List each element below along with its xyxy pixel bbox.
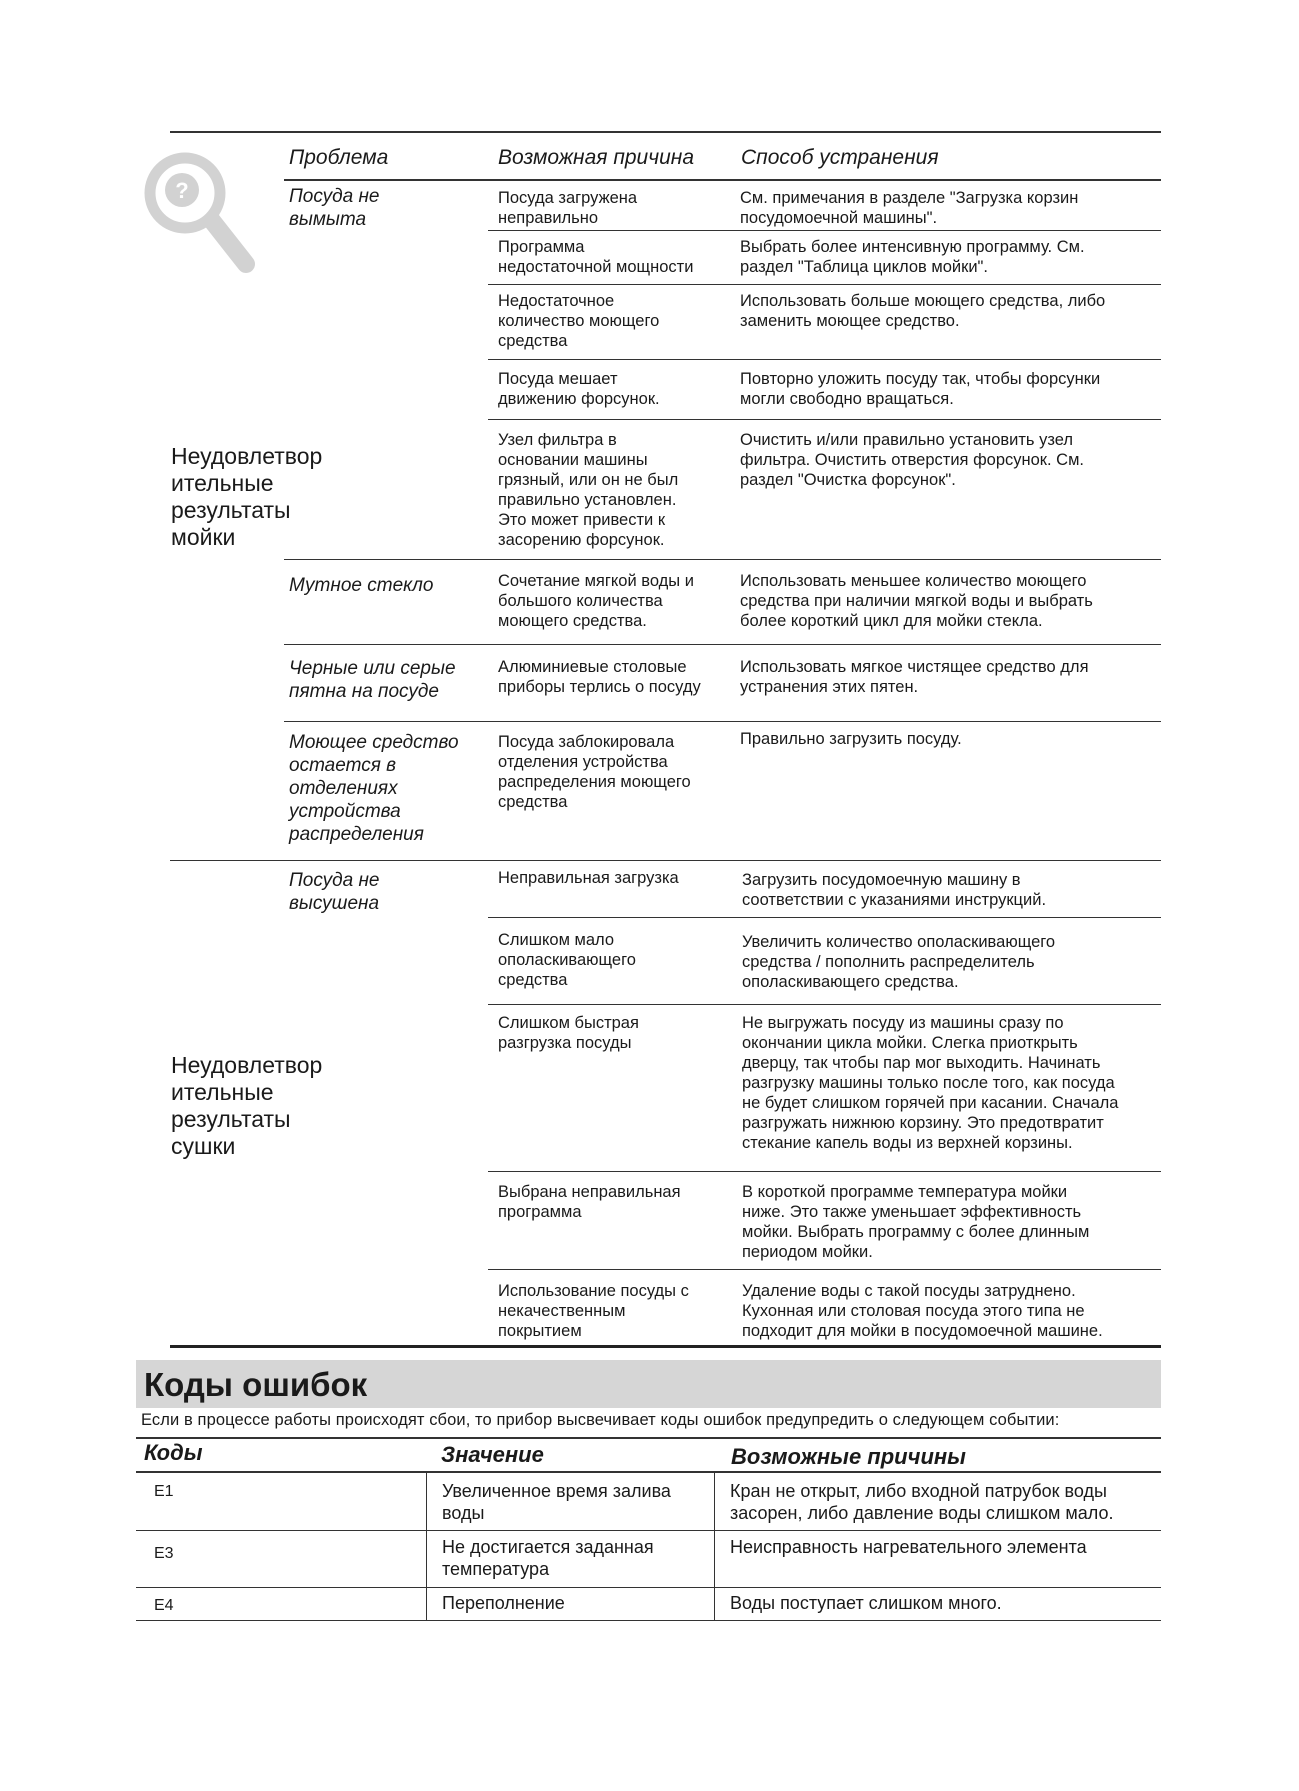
- group-divider: [170, 860, 1161, 861]
- cause-cell: Программа недостаточной мощности: [498, 238, 694, 276]
- codes-top-rule: [136, 1437, 1161, 1439]
- solution-cell: Очистить и/или правильно установить узел фильтра. Очистить отверстия форсунок. См. раздел "Очистка форсунок".: [740, 431, 1085, 489]
- meaning-cell: Увеличенное время залива воды: [442, 1481, 671, 1523]
- header-solution: Способ устранения: [741, 146, 939, 169]
- row-divider: [488, 1171, 1161, 1172]
- cause-cell: Посуда заблокировала отделения устройства распределения моющего средства: [498, 733, 691, 811]
- problem-not-dried: Посуда не высушена: [289, 870, 380, 914]
- group-title-washing: Неудовлетвор ительные результаты мойки: [171, 443, 323, 550]
- cause-cell: Сочетание мягкой воды и большого количества моющего средства.: [498, 572, 694, 630]
- codes-header-code: Коды: [144, 1440, 203, 1465]
- problem-black-spots: Черные или серые пятна на посуде: [289, 658, 456, 702]
- problem-detergent-remains: Моющее средство остается в отделениях устройства распределения: [289, 732, 459, 845]
- code-cell: E1: [154, 1483, 174, 1500]
- codes-bottom-rule: [136, 1620, 1161, 1621]
- top-rule: [170, 131, 1161, 133]
- row-divider: [488, 284, 1161, 285]
- solution-cell: Правильно загрузить посуду.: [740, 730, 962, 748]
- row-divider: [488, 230, 1161, 231]
- group-title-drying: Неудовлетвор ительные результаты сушки: [171, 1052, 323, 1159]
- codes-col-divider: [714, 1471, 715, 1620]
- svg-text:?: ?: [175, 178, 189, 203]
- row-divider: [488, 359, 1161, 360]
- error-codes-intro: Если в процессе работы происходят сбои, то прибор высвечивает коды ошибок предупредить о следующем событии:: [141, 1411, 1060, 1429]
- solution-cell: Увеличить количество ополаскивающего средства / пополнить распределитель ополаскивающего средства.: [742, 933, 1056, 991]
- header-rule: [284, 179, 1161, 181]
- problem-not-washed: Посуда не вымыта: [289, 186, 380, 230]
- row-divider: [284, 721, 1161, 722]
- error-codes-title: Коды ошибок: [144, 1366, 368, 1403]
- meaning-cell: Переполнение: [442, 1593, 565, 1613]
- codes-header-rule: [136, 1471, 1161, 1473]
- solution-cell: Загрузить посудомоечную машину в соответствии с указаниями инструкций.: [742, 871, 1047, 909]
- bottom-rule: [170, 1345, 1161, 1348]
- row-divider: [488, 917, 1161, 918]
- cause-cell: Слишком быстрая разгрузка посуды: [498, 1014, 639, 1052]
- solution-cell: Использовать мягкое чистящее средство для устранения этих пятен.: [740, 658, 1089, 696]
- solution-cell: См. примечания в разделе "Загрузка корзин посудомоечной машины".: [740, 189, 1079, 227]
- cause-cell: Выбрана неправильная программа: [498, 1183, 681, 1221]
- row-divider: [284, 644, 1161, 645]
- row-divider: [488, 1004, 1161, 1005]
- row-divider: [488, 1269, 1161, 1270]
- solution-cell: Использовать меньшее количество моющего средства при наличии мягкой воды и выбрать более короткий цикл для мойки стекла.: [740, 572, 1093, 630]
- cause-cell: Алюминиевые столовые приборы терлись о посуду: [498, 658, 701, 696]
- header-cause: Возможная причина: [498, 146, 695, 169]
- problem-cloudy-glass: Мутное стекло: [289, 575, 434, 596]
- cause-cell: Использование посуды с некачественным покрытием: [498, 1282, 689, 1340]
- cause-cell: Посуда загружена неправильно: [498, 189, 638, 227]
- solution-cell: Использовать больше моющего средства, либо заменить моющее средство.: [740, 292, 1106, 330]
- header-problem: Проблема: [289, 146, 389, 169]
- solution-cell: В короткой программе температура мойки ниже. Это также уменьшает эффективность мойки. Выбрать программу с более длинным периодом мойки.: [742, 1183, 1090, 1261]
- codes-header-meaning: Значение: [441, 1442, 544, 1467]
- codes-header-causes: Возможные причины: [731, 1444, 966, 1469]
- causes-cell: Неисправность нагревательного элемента: [730, 1537, 1087, 1557]
- solution-cell: Удаление воды с такой посуды затруднено. Кухонная или столовая посуда этого типа не подходит для мойки в посудомоечной машине.: [742, 1282, 1103, 1340]
- solution-cell: Выбрать более интенсивную программу. См. раздел "Таблица циклов мойки".: [740, 238, 1085, 276]
- row-divider: [284, 559, 1161, 560]
- cause-cell: Слишком мало ополаскивающего средства: [498, 931, 636, 989]
- cause-cell: Узел фильтра в основании машины грязный, или он не был правильно установлен. Это может привести к засорению форсунок.: [498, 431, 679, 549]
- code-cell: E4: [154, 1597, 174, 1614]
- code-cell: E3: [154, 1545, 174, 1562]
- row-divider: [488, 419, 1161, 420]
- solution-cell: Не выгружать посуду из машины сразу по окончании цикла мойки. Слегка приоткрыть дверцу, так чтобы пар мог выходить. Начинать разгрузку машины только после того, как посуда не будет слишком горячей при касании. Сначала разгружать нижнюю корзину. Это предотвратит стекание капель воды из верхней корзины.: [742, 1014, 1119, 1152]
- causes-cell: Воды поступает слишком много.: [730, 1593, 1002, 1613]
- codes-row-divider: [136, 1587, 1161, 1588]
- codes-row-divider: [136, 1530, 1161, 1531]
- meaning-cell: Не достигается заданная температура: [442, 1537, 654, 1579]
- codes-col-divider: [426, 1471, 427, 1620]
- magnifier-question-icon: [140, 148, 260, 278]
- solution-cell: Повторно уложить посуду так, чтобы форсунки могли свободно вращаться.: [740, 370, 1101, 408]
- causes-cell: Кран не открыт, либо входной патрубок воды засорен, либо давление воды слишком мало.: [730, 1481, 1114, 1523]
- cause-cell: Недостаточное количество моющего средства: [498, 292, 660, 350]
- cause-cell: Неправильная загрузка: [498, 869, 679, 887]
- cause-cell: Посуда мешает движению форсунок.: [498, 370, 660, 408]
